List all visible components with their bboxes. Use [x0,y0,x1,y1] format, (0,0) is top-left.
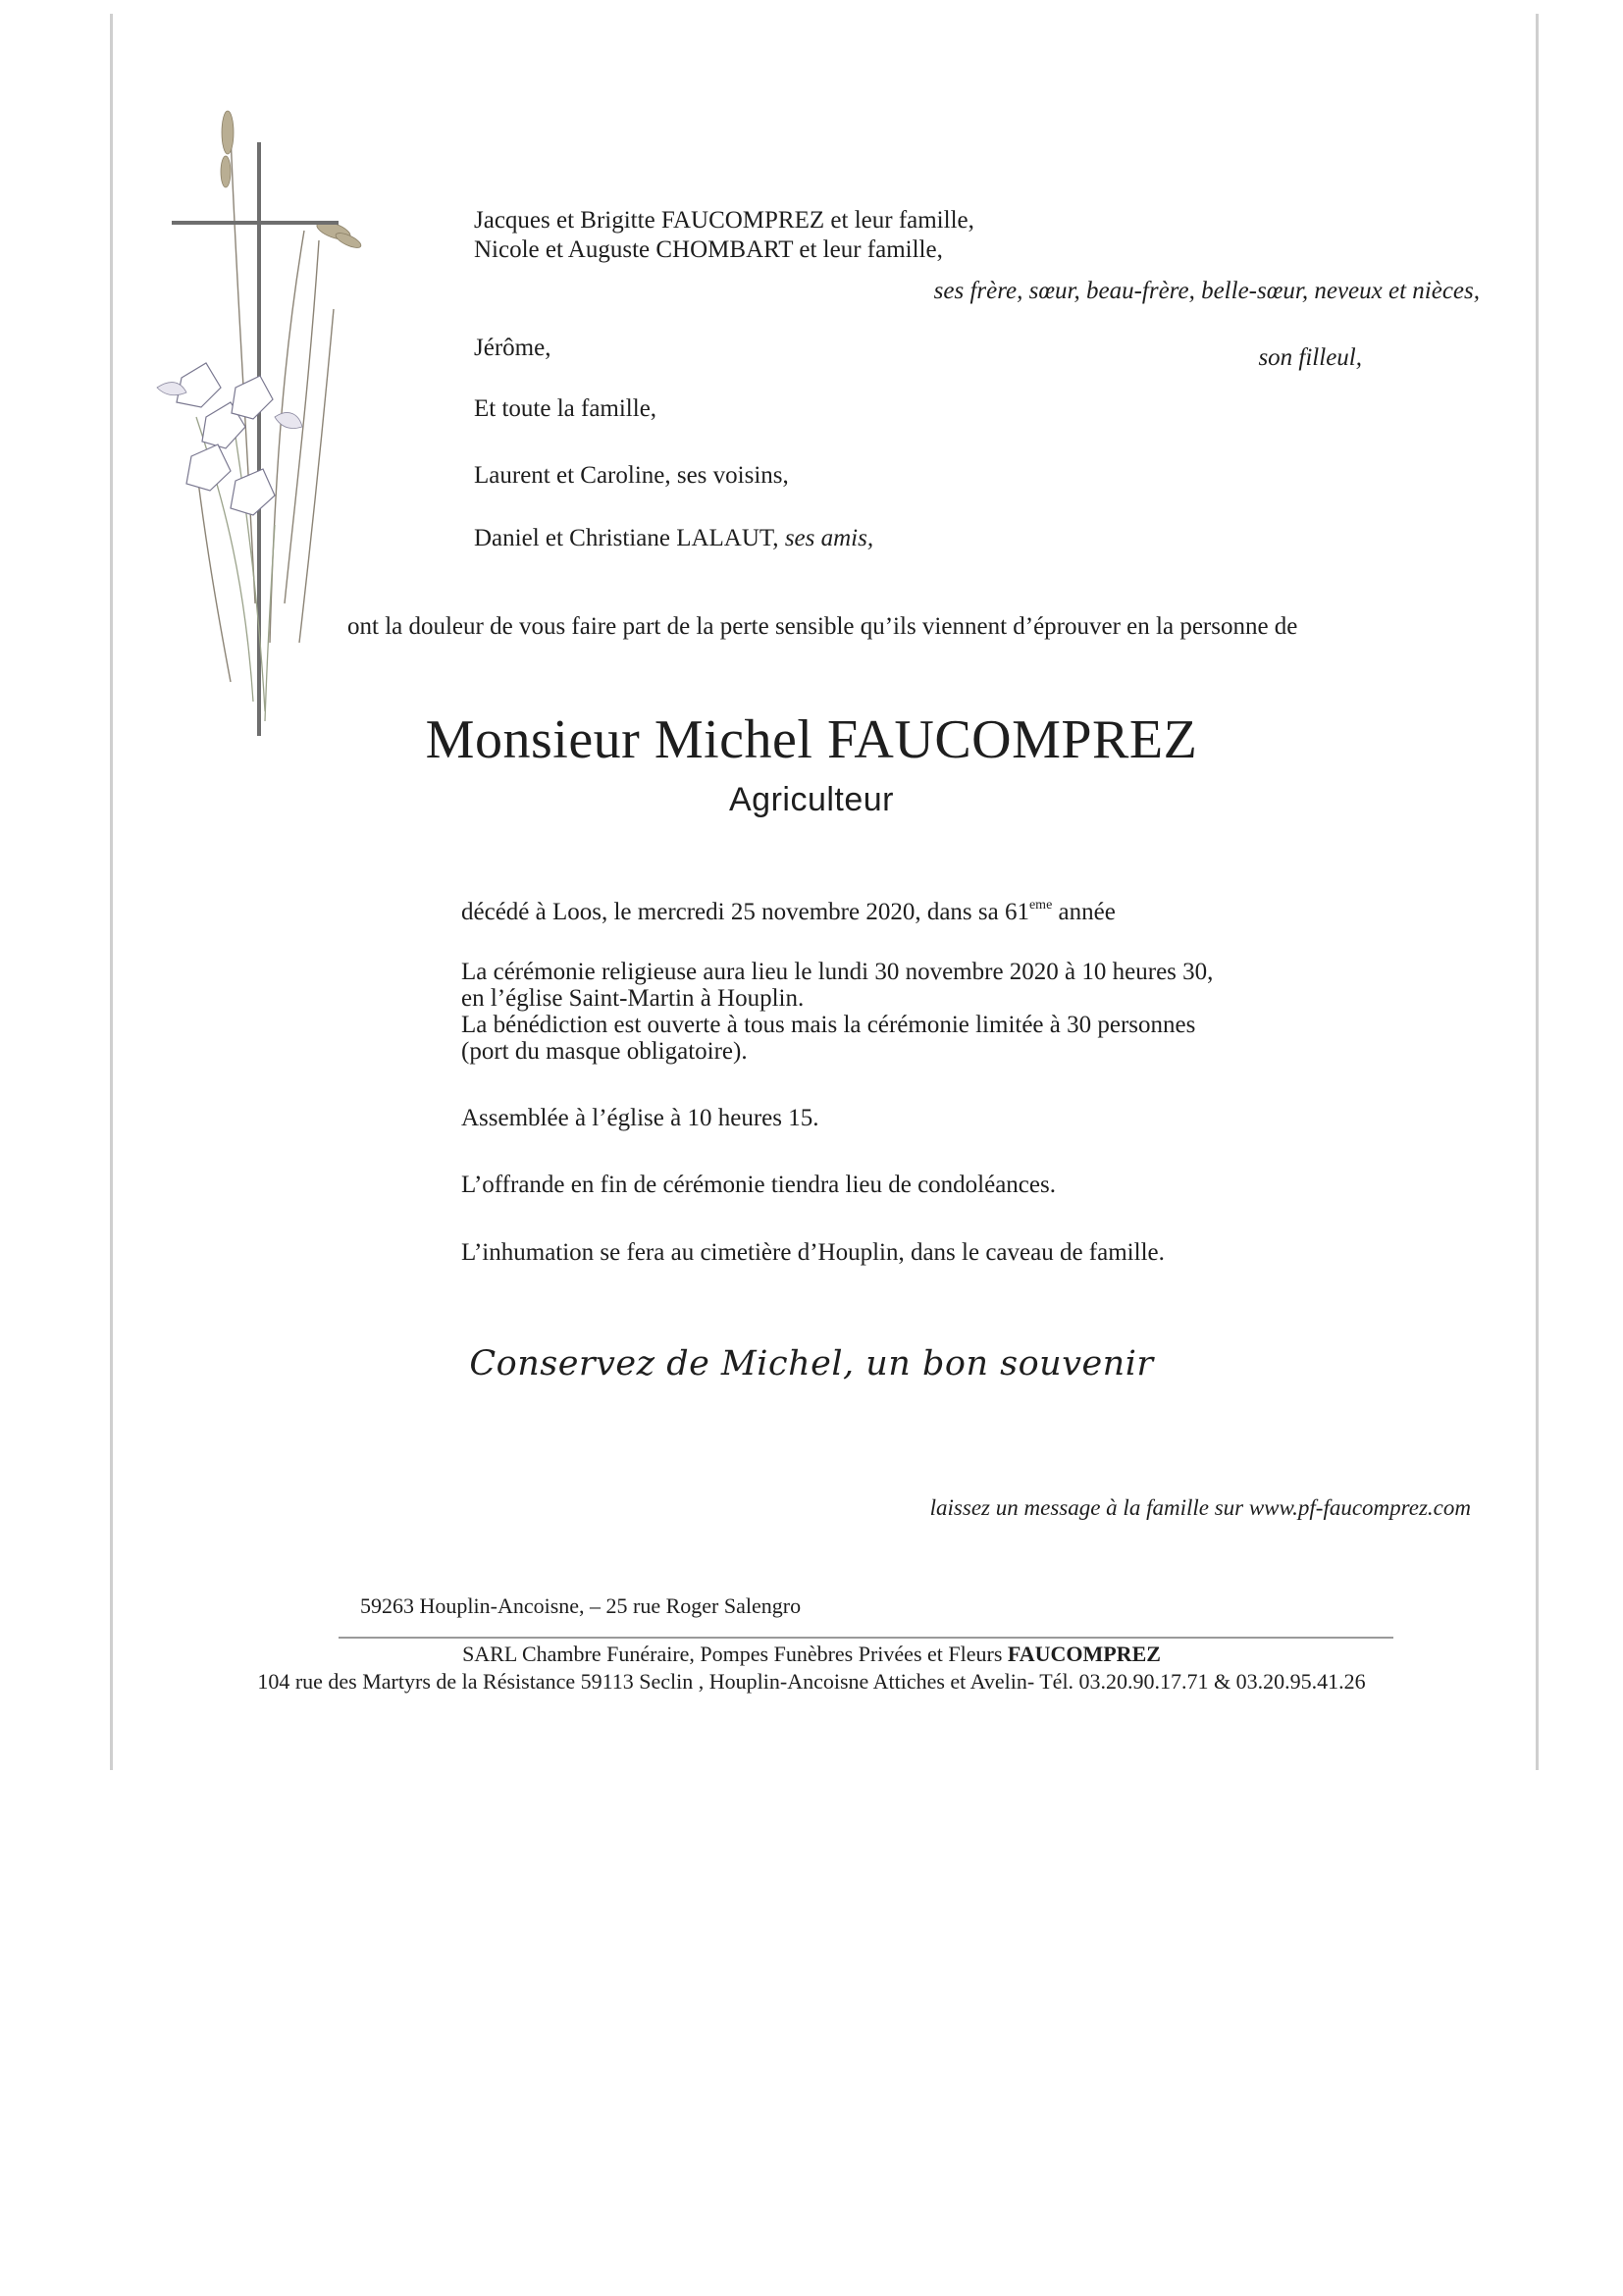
footer-divider [339,1637,1393,1639]
assembly: Assemblée à l’église à 10 heures 15. [461,1105,819,1131]
footer-contact: 104 rue des Martyrs de la Résistance 59113 Seclin , Houplin-Ancoisne Attiches et Avelin- Tél. 03.20.90.17.71 & 03.20.95.41.26 [257,1669,1366,1694]
ceremony-line-2: en l’église Saint-Martin à Houplin. [461,985,805,1012]
footer-company-name: FAUCOMPREZ [1007,1642,1161,1666]
burial: L’inhumation se fera au cimetière d’Houplin, dans le caveau de famille. [461,1239,1165,1266]
friends-line [474,524,873,553]
friends-names: Daniel et Christiane LALAUT, [474,525,779,551]
ceremony-line-4: (port du masque obligatoire). [461,1038,748,1065]
death-text: décédé à Loos, le mercredi 25 novembre 2020, dans sa 61 [461,899,1029,925]
offering: L’offrande en fin de cérémonie tiendra lieu de condoléances. [461,1172,1056,1198]
friends-relation: ses amis, [784,525,874,551]
deceased-title: Agriculteur [728,781,894,818]
whole-family: Et toute la famille, [474,395,657,422]
footer-company-prefix: SARL Chambre Funéraire, Pompes Funèbres Privées et Fleurs [462,1642,1008,1666]
footer-company [0,1641,1623,1667]
page-left-edge [110,14,113,1770]
closing-phrase: Conservez de Michel, un bon souvenir [469,1344,1154,1383]
family-line-2: Nicole et Auguste CHOMBART et leur famille, [474,236,943,263]
family-relation: ses frère, sœur, beau-frère, belle-sœur, neveux et nièces, [933,278,1480,304]
deceased-name: Monsieur Michel FAUCOMPREZ [425,709,1198,770]
family-line-1: Jacques et Brigitte FAUCOMPREZ et leur famille, [474,207,974,234]
footer-address: 59263 Houplin-Ancoisne, – 25 rue Roger Salengro [360,1593,802,1618]
death-info [461,891,1116,927]
page-right-edge [1536,14,1539,1770]
godson-name: Jérôme, [474,335,551,361]
ceremony-line-1: La cérémonie religieuse aura lieu le lundi 30 novembre 2020 à 10 heures 30, [461,959,1214,985]
cross [172,142,339,736]
death-text-end: année [1052,899,1116,925]
neighbors: Laurent et Caroline, ses voisins, [474,462,789,489]
cross-lily-ornament [137,93,373,741]
announcement: ont la douleur de vous faire part de la perte sensible qu’ils viennent d’éprouver en la personne de [347,613,1298,640]
wheat-ears [221,111,363,250]
death-ordinal-suffix: eme [1028,898,1053,913]
message-note: laissez un message à la famille sur www.pf-faucomprez.com [929,1495,1471,1520]
godson-relation: son filleul, [1258,344,1362,371]
ceremony-line-3: La bénédiction est ouverte à tous mais la cérémonie limitée à 30 personnes [461,1012,1196,1038]
